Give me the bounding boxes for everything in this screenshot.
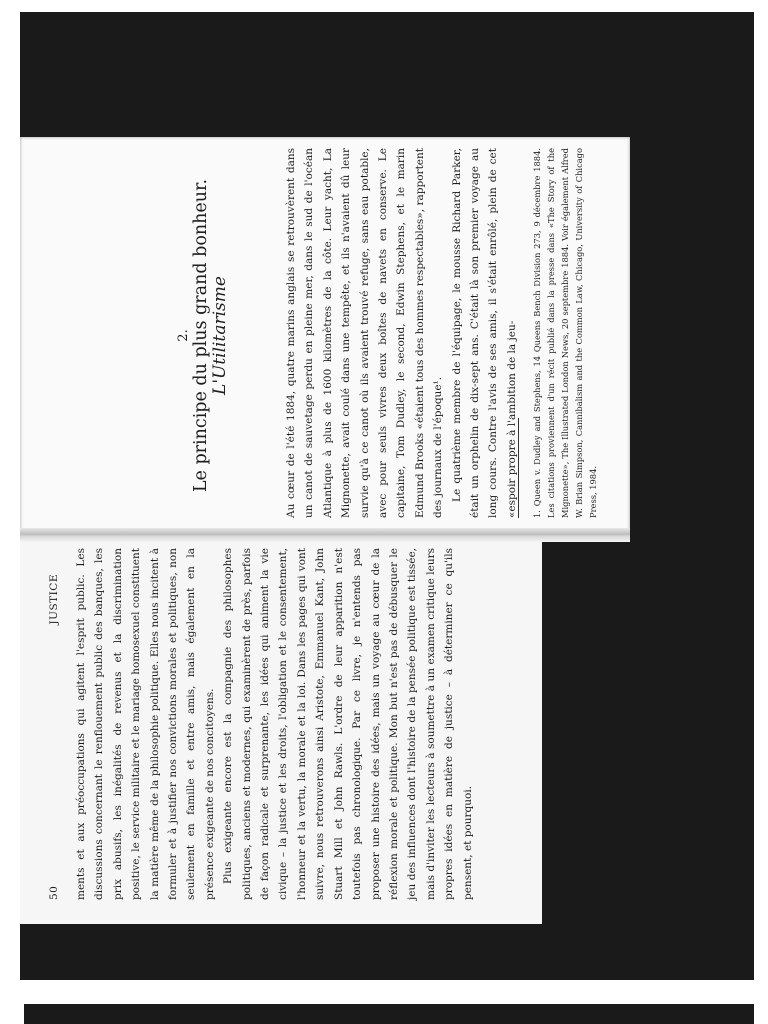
running-head-title: JUSTICE <box>48 574 60 625</box>
footnote-text: 1. Queen v. Dudley and Stephens, 14 Queens Bench Division 273, 9 décembre 1884. Les citations proviennent d'un récit publié dans la presse dans «The Story of the Mignonette», The Illustrated London News, 20 septembre 1884. Voir également Alfred W. Brian Simpson, Cannibalism and the Common Law, Chicago, University of Chicago Press, 1984. <box>532 148 598 518</box>
right-page <box>20 137 630 534</box>
chapter-number: 2. <box>176 329 191 342</box>
paragraph: Plus exigeante encore est la compagnie des philosophes politiques, anciens et modernes, qui examinèrent de près, parfois de façon radicale et surprenante, les idées qui animent la vie civique – la justice et les droits, l'obligation et le consentement, l'honneur et la vertu, la morale et la loi. Dans les pages qui vont suivre, nous retrouverons ainsi Aristote, Emmanuel Kant, John Stuart Mill et John Rawls. L'ordre de leur apparition n'est toutefois pas chronologique. Par ce livre, je n'entends pas proposer une histoire des idées, mais un voyage au cœur de la réflexion morale et politique. Mon but n'est pas de débusquer le jeu des influences dont l'histoire de la pensée politique est tissée, mais d'inviter les lecteurs à soumettre à un examen critique leurs propres idées en matière de justice – à déterminer ce qu'ils pensent, et pourquoi. <box>222 548 474 900</box>
left-body-text <box>72 548 477 900</box>
footnote <box>530 148 600 518</box>
page-number: 50 <box>48 885 60 900</box>
right-body-text <box>282 148 521 518</box>
paragraph: Le quatrième membre de l'équipage, le mousse Richard Parker, était un orphelin de dix-sept ans. C'était là son premier voyage au long cours. Contre l'avis de ses amis, il s'était enrôlé, plein de cet «espoir propre à l'ambition de la jeu- <box>450 148 518 518</box>
chapter-title: Le principe du plus grand bonheur. <box>191 178 211 493</box>
left-page <box>20 534 542 924</box>
paragraph: ments et aux préoccupations qui agitent l'esprit public. Les discussions concernant le renflouement public des banques, les prix abusifs, les inégalités de revenus et la discrimination positive, le service militaire et le mariage homosexuel constituent la matière même de la philosophie politique. Elles nous incitent à formuler et à justifier nos convictions morales et politiques, non seulement en famille et entre amis, mais également en la présence exigeante de nos concitoyens. <box>75 548 216 900</box>
footnote-rule <box>518 418 519 518</box>
chapter-subtitle: L'Utilitarisme <box>210 276 230 395</box>
spine-shadow <box>20 528 630 542</box>
paragraph: Au cœur de l'été 1884, quatre marins anglais se retrouvèrent dans un canot de sauvetage perdu en pleine mer, dans le sud de l'océan Atlantique à plus de 1600 kilomètres de la côte. Leur yacht, La Mignonette, avait coulé dans une tempête, et ils n'avaient dû leur survie qu'à ce canot où ils avaient trouvé refuge, sans eau potable, avec pour seuls vivres deux boîtes de navets en conserve. Le capitaine, Tom Dudley, le second, Edwin Stephens, et le marin Edmund Brooks «étaient tous des hommes respectables», rapportent des journaux de l'époque¹. <box>285 148 445 518</box>
